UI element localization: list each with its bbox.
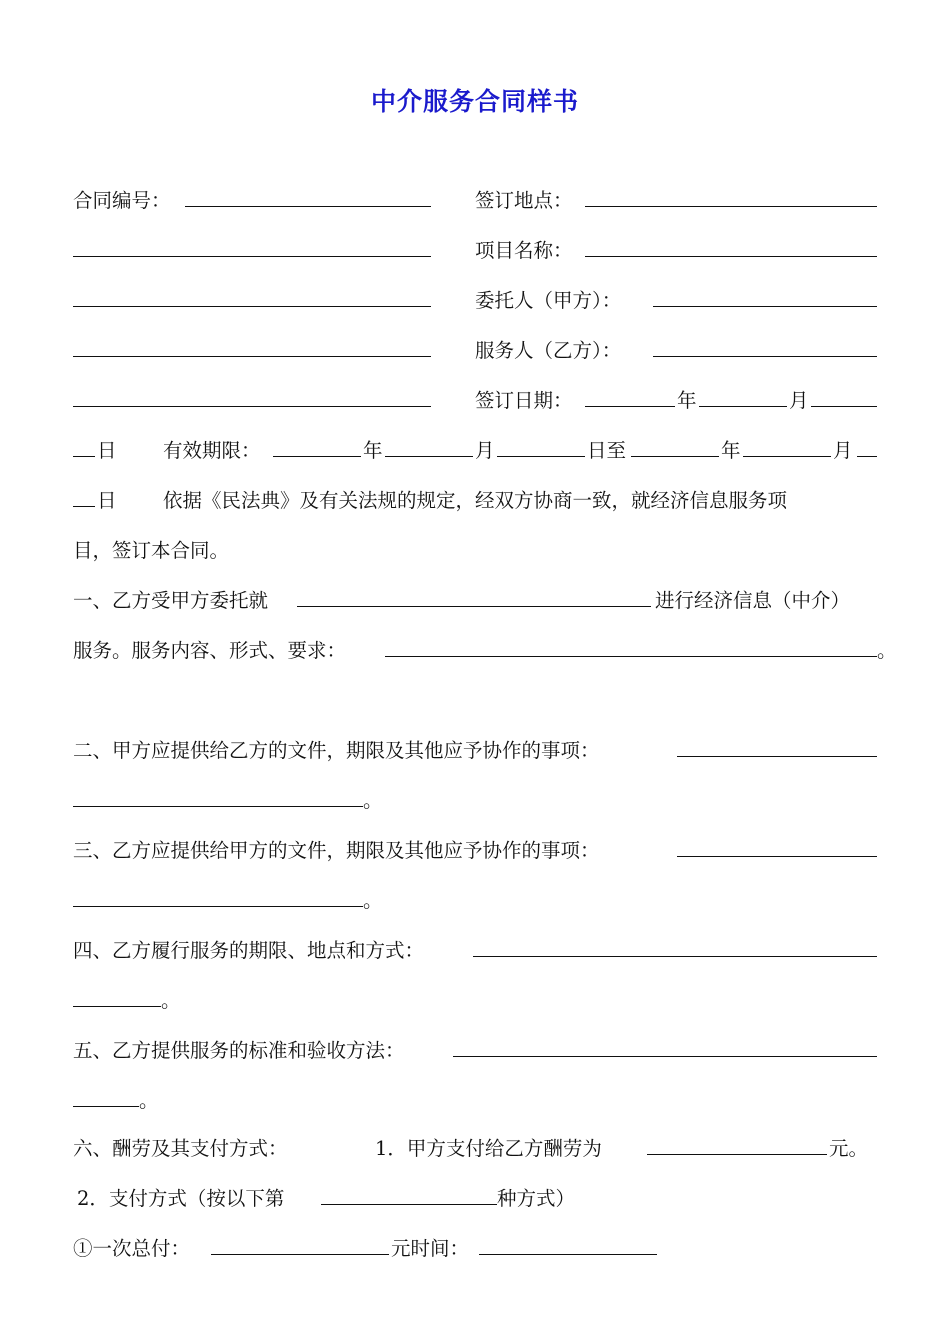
clause6-row-2 [73, 1182, 883, 1216]
preamble-row-1 [73, 484, 883, 518]
clause5-text: 五、乙方提供服务的标准和验收方法： [73, 1039, 405, 1062]
server-label: 服务人（乙方）： [475, 339, 622, 362]
day-label: 日 [97, 439, 117, 462]
year-label: 年 [677, 389, 697, 412]
document-title: 中介服务合同样书 [370, 87, 579, 116]
header-row-4 [73, 334, 883, 368]
clause6-option1-text-b: 元时间： [391, 1237, 470, 1260]
clause4-blank-a[interactable] [473, 934, 877, 957]
clause6-option1-text-a: ①一次总付： [73, 1237, 191, 1260]
preamble-row-2 [73, 534, 883, 568]
clause3-text: 三、乙方应提供给甲方的文件，期限及其他应予协作的事项： [73, 839, 600, 862]
day-label-2: 日 [97, 489, 117, 512]
clause3-row-2 [73, 884, 883, 918]
clause2-period: 。 [363, 789, 383, 812]
month-label-2: 月 [475, 439, 495, 462]
header-row-2 [73, 234, 883, 268]
clause4-blank-b[interactable] [73, 984, 161, 1007]
clause6-row-3 [73, 1232, 883, 1266]
clause6-item2-text-b: 种方式） [497, 1187, 576, 1210]
clause5-row-2 [73, 1084, 883, 1118]
sign-date-label: 签订日期： [475, 389, 573, 412]
clause6-method-blank[interactable] [321, 1182, 497, 1205]
clause1-period: 。 [877, 639, 897, 662]
sign-month-blank[interactable] [699, 384, 787, 407]
clause4-row-2 [73, 984, 883, 1018]
clause2-text: 二、甲方应提供给乙方的文件，期限及其他应予协作的事项： [73, 739, 600, 762]
valid-to-day-blank[interactable] [857, 434, 877, 457]
clause6-row-1 [73, 1132, 883, 1166]
preamble-text-1: 依据《民法典》及有关法规的规定，经双方协商一致，就经济信息服务项 [163, 489, 788, 512]
left-blank-1[interactable] [73, 234, 431, 257]
month-label-3: 月 [833, 439, 853, 462]
year-label-3: 年 [721, 439, 741, 462]
clause1-content-blank[interactable] [385, 634, 877, 657]
to-label: 日至 [587, 439, 627, 462]
clause1-subject-blank[interactable] [297, 584, 651, 607]
project-name-blank[interactable] [585, 234, 877, 257]
header-row-1 [73, 184, 883, 218]
sign-day-blank-cont[interactable] [73, 434, 95, 457]
clause4-period: 。 [161, 989, 181, 1012]
clause4-row-1 [73, 934, 883, 968]
clause1-text-b: 进行经济信息（中介） [655, 589, 851, 612]
header-row-3 [73, 284, 883, 318]
clause6-lump-sum-time-blank[interactable] [479, 1232, 657, 1255]
sign-place-label: 签订地点： [475, 189, 573, 212]
clause5-blank-a[interactable] [453, 1034, 877, 1057]
clause5-blank-b[interactable] [73, 1084, 139, 1107]
clause6-fee-blank[interactable] [647, 1132, 827, 1155]
sign-year-blank[interactable] [585, 384, 675, 407]
year-label-2: 年 [363, 439, 383, 462]
left-blank-4[interactable] [73, 384, 431, 407]
clause3-blank-b[interactable] [73, 884, 363, 907]
sign-day-blank[interactable] [811, 384, 877, 407]
clause6-item1-text-a: 1．甲方支付给乙方酬劳为 [375, 1137, 602, 1160]
sign-place-blank[interactable] [585, 184, 877, 207]
clause6-item2-text-a: 2．支付方式（按以下第 [77, 1187, 285, 1210]
valid-period-label: 有效期限： [163, 439, 261, 462]
preamble-text-2: 目，签订本合同。 [73, 539, 230, 562]
header-row-5 [73, 384, 883, 418]
clause4-text: 四、乙方履行服务的期限、地点和方式： [73, 939, 425, 962]
contract-no-label: 合同编号： [73, 189, 171, 212]
header-row-6 [73, 434, 883, 468]
left-blank-3[interactable] [73, 334, 431, 357]
clause2-blank-a[interactable] [677, 734, 877, 757]
clause1-row-1 [73, 584, 883, 618]
clause1-row-2 [73, 634, 897, 668]
clause2-row-1 [73, 734, 883, 768]
valid-from-month-blank[interactable] [385, 434, 473, 457]
clause3-blank-a[interactable] [677, 834, 877, 857]
clause1-text-a: 一、乙方受甲方委托就 [73, 589, 269, 612]
project-name-label: 项目名称： [475, 239, 573, 262]
clause6-item1-text-b: 元。 [829, 1137, 869, 1160]
clause5-period: 。 [139, 1089, 159, 1112]
clause6-lump-sum-amount-blank[interactable] [211, 1232, 389, 1255]
server-blank[interactable] [653, 334, 877, 357]
valid-to-day-blank-cont[interactable] [73, 484, 95, 507]
month-label: 月 [789, 389, 809, 412]
clause3-row-1 [73, 834, 883, 868]
valid-to-year-blank[interactable] [631, 434, 719, 457]
client-label: 委托人（甲方）： [475, 289, 622, 312]
valid-from-day-blank[interactable] [497, 434, 585, 457]
clause3-period: 。 [363, 889, 383, 912]
clause1-text-c: 服务。服务内容、形式、要求： [73, 639, 347, 662]
clause2-blank-b[interactable] [73, 784, 363, 807]
clause6-text: 六、酬劳及其支付方式： [73, 1137, 288, 1160]
left-blank-2[interactable] [73, 284, 431, 307]
valid-from-year-blank[interactable] [273, 434, 361, 457]
client-blank[interactable] [653, 284, 877, 307]
clause2-row-2 [73, 784, 883, 818]
contract-no-blank[interactable] [185, 184, 431, 207]
valid-to-month-blank[interactable] [743, 434, 831, 457]
clause5-row-1 [73, 1034, 883, 1068]
